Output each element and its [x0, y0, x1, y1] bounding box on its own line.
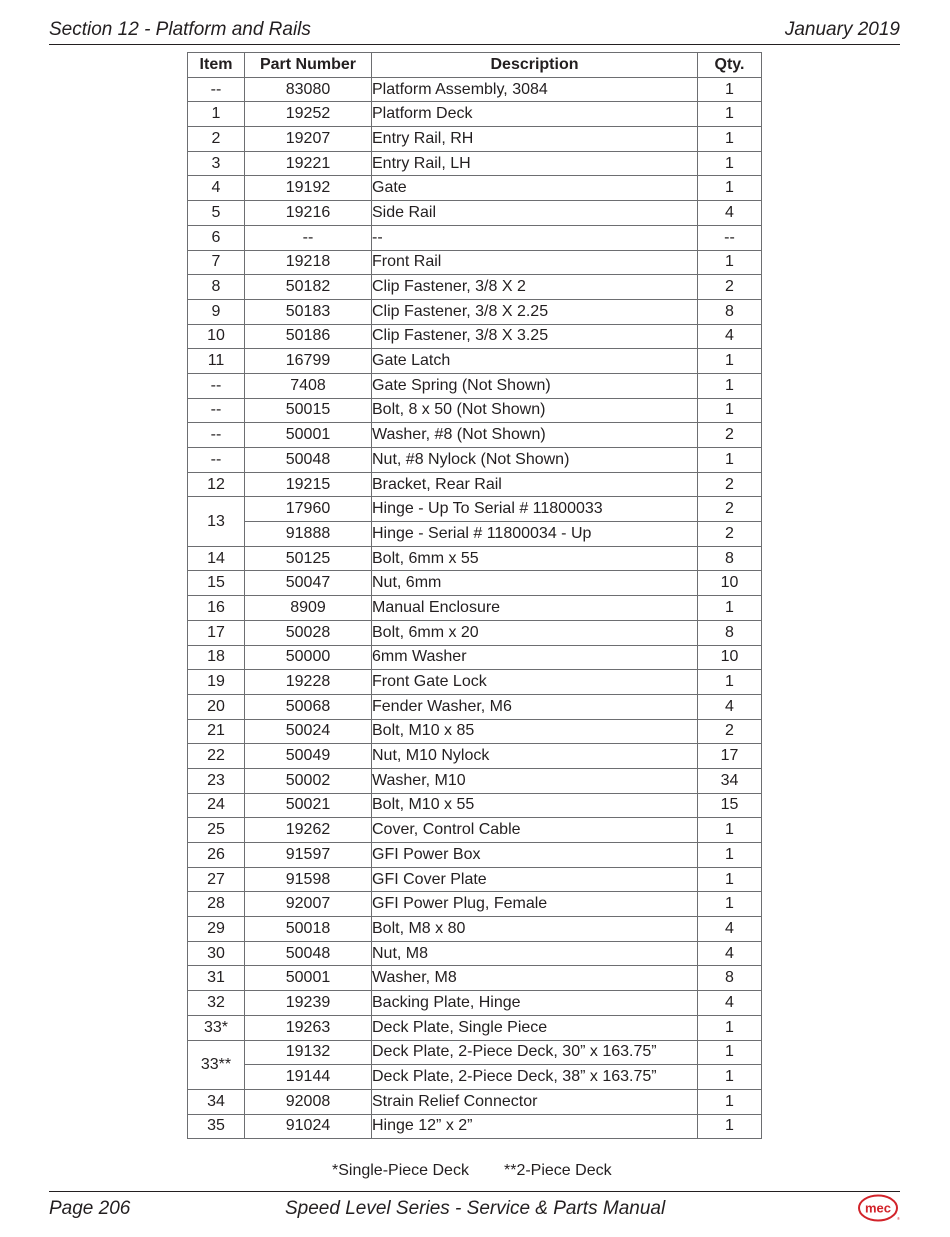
page-header [49, 18, 900, 45]
qty-cell: 15 [698, 793, 762, 818]
item-cell: 19 [188, 670, 245, 695]
description-cell: GFI Cover Plate [372, 867, 698, 892]
qty-cell: 4 [698, 324, 762, 349]
description-cell: Washer, M8 [372, 966, 698, 991]
item-cell: 28 [188, 892, 245, 917]
part-number-cell: 83080 [245, 77, 372, 102]
description-cell: Platform Deck [372, 102, 698, 127]
parts-table [187, 52, 762, 1139]
qty-cell: 1 [698, 373, 762, 398]
table-row [188, 373, 762, 398]
table-row [188, 250, 762, 275]
part-number-cell: 50186 [245, 324, 372, 349]
part-number-cell: 50000 [245, 645, 372, 670]
table-row [188, 719, 762, 744]
qty-cell: 1 [698, 127, 762, 152]
description-cell: Clip Fastener, 3/8 X 2.25 [372, 299, 698, 324]
qty-cell: 1 [698, 1065, 762, 1090]
part-number-cell: 16799 [245, 349, 372, 374]
qty-cell: 1 [698, 1089, 762, 1114]
table-row [188, 1040, 762, 1065]
part-number-cell: 92007 [245, 892, 372, 917]
table-row [188, 349, 762, 374]
qty-cell: -- [698, 225, 762, 250]
table-row [188, 1065, 762, 1090]
column-header-qty: Qty. [698, 53, 762, 78]
item-cell: 35 [188, 1114, 245, 1139]
part-number-cell: 50182 [245, 275, 372, 300]
description-cell: -- [372, 225, 698, 250]
table-row [188, 941, 762, 966]
item-cell: -- [188, 398, 245, 423]
qty-cell: 8 [698, 620, 762, 645]
description-cell: Entry Rail, RH [372, 127, 698, 152]
item-cell: 2 [188, 127, 245, 152]
item-cell: 12 [188, 472, 245, 497]
item-cell: 22 [188, 744, 245, 769]
table-row [188, 423, 762, 448]
table-row [188, 867, 762, 892]
table-row [188, 966, 762, 991]
table-row [188, 398, 762, 423]
qty-cell: 4 [698, 941, 762, 966]
description-cell: Clip Fastener, 3/8 X 2 [372, 275, 698, 300]
part-number-cell: 50028 [245, 620, 372, 645]
part-number-cell: 50048 [245, 941, 372, 966]
part-number-cell: 8909 [245, 596, 372, 621]
table-header-row [188, 53, 762, 78]
description-cell: Clip Fastener, 3/8 X 3.25 [372, 324, 698, 349]
qty-cell: 1 [698, 892, 762, 917]
table-row [188, 102, 762, 127]
description-cell: Bracket, Rear Rail [372, 472, 698, 497]
table-row [188, 151, 762, 176]
description-cell: Deck Plate, 2-Piece Deck, 38” x 163.75” [372, 1065, 698, 1090]
table-row [188, 546, 762, 571]
part-number-cell: 50183 [245, 299, 372, 324]
qty-cell: 1 [698, 1040, 762, 1065]
description-cell: GFI Power Box [372, 843, 698, 868]
table-row [188, 1089, 762, 1114]
item-cell: 4 [188, 176, 245, 201]
part-number-cell: 92008 [245, 1089, 372, 1114]
description-cell: Bolt, M8 x 80 [372, 917, 698, 942]
qty-cell: 4 [698, 201, 762, 226]
item-cell: -- [188, 373, 245, 398]
item-cell: 24 [188, 793, 245, 818]
part-number-cell: 50048 [245, 448, 372, 473]
footnote-single-piece: *Single-Piece Deck [332, 1162, 469, 1179]
qty-cell: 1 [698, 398, 762, 423]
qty-cell: 1 [698, 448, 762, 473]
part-number-cell: 19216 [245, 201, 372, 226]
part-number-cell: 19252 [245, 102, 372, 127]
qty-cell: 1 [698, 176, 762, 201]
item-cell: 16 [188, 596, 245, 621]
table-row [188, 201, 762, 226]
qty-cell: 1 [698, 867, 762, 892]
description-cell: Hinge - Serial # 11800034 - Up [372, 522, 698, 547]
qty-cell: 8 [698, 299, 762, 324]
item-cell: 32 [188, 991, 245, 1016]
item-cell: 25 [188, 818, 245, 843]
part-number-cell: 91597 [245, 843, 372, 868]
description-cell: Side Rail [372, 201, 698, 226]
item-cell: 7 [188, 250, 245, 275]
table-row [188, 324, 762, 349]
item-cell: 3 [188, 151, 245, 176]
column-header-description: Description [372, 53, 698, 78]
page-footer [49, 1191, 900, 1232]
item-cell: 30 [188, 941, 245, 966]
item-cell: 23 [188, 768, 245, 793]
item-cell: 34 [188, 1089, 245, 1114]
description-cell: Deck Plate, 2-Piece Deck, 30” x 163.75” [372, 1040, 698, 1065]
qty-cell: 8 [698, 546, 762, 571]
item-cell: 10 [188, 324, 245, 349]
item-cell: 26 [188, 843, 245, 868]
item-cell: 29 [188, 917, 245, 942]
qty-cell: 17 [698, 744, 762, 769]
qty-cell: 1 [698, 596, 762, 621]
item-cell: -- [188, 423, 245, 448]
description-cell: Front Gate Lock [372, 670, 698, 695]
qty-cell: 4 [698, 917, 762, 942]
description-cell: Backing Plate, Hinge [372, 991, 698, 1016]
table-row [188, 77, 762, 102]
table-row [188, 744, 762, 769]
item-cell: -- [188, 448, 245, 473]
table-row [188, 892, 762, 917]
table-row [188, 448, 762, 473]
part-number-cell: 50047 [245, 571, 372, 596]
description-cell: Bolt, 8 x 50 (Not Shown) [372, 398, 698, 423]
item-cell: 27 [188, 867, 245, 892]
qty-cell: 4 [698, 694, 762, 719]
part-number-cell: 50018 [245, 917, 372, 942]
part-number-cell: 50001 [245, 966, 372, 991]
table-row [188, 620, 762, 645]
qty-cell: 10 [698, 645, 762, 670]
table-row [188, 127, 762, 152]
qty-cell: 2 [698, 275, 762, 300]
description-cell: GFI Power Plug, Female [372, 892, 698, 917]
part-number-cell: 50049 [245, 744, 372, 769]
table-row [188, 1015, 762, 1040]
part-number-cell: 19228 [245, 670, 372, 695]
description-cell: Nut, M10 Nylock [372, 744, 698, 769]
qty-cell: 1 [698, 670, 762, 695]
part-number-cell: 50024 [245, 719, 372, 744]
parts-table-body [188, 77, 762, 1139]
description-cell: Gate Latch [372, 349, 698, 374]
item-cell: 13 [188, 497, 245, 546]
item-cell: 18 [188, 645, 245, 670]
description-cell: Gate Spring (Not Shown) [372, 373, 698, 398]
part-number-cell: 91888 [245, 522, 372, 547]
item-cell: 15 [188, 571, 245, 596]
item-cell: 6 [188, 225, 245, 250]
description-cell: Fender Washer, M6 [372, 694, 698, 719]
table-row [188, 225, 762, 250]
item-cell: 11 [188, 349, 245, 374]
qty-cell: 1 [698, 843, 762, 868]
table-row [188, 522, 762, 547]
item-cell: 8 [188, 275, 245, 300]
table-row [188, 670, 762, 695]
qty-cell: 1 [698, 349, 762, 374]
item-cell: -- [188, 77, 245, 102]
table-row [188, 793, 762, 818]
part-number-cell: 50015 [245, 398, 372, 423]
description-cell: 6mm Washer [372, 645, 698, 670]
description-cell: Gate [372, 176, 698, 201]
description-cell: Nut, M8 [372, 941, 698, 966]
svg-text:®: ® [897, 1216, 900, 1221]
table-row [188, 571, 762, 596]
item-cell: 5 [188, 201, 245, 226]
description-cell: Platform Assembly, 3084 [372, 77, 698, 102]
description-cell: Hinge 12” x 2” [372, 1114, 698, 1139]
description-cell: Strain Relief Connector [372, 1089, 698, 1114]
page-number: Page 206 [49, 1198, 131, 1219]
description-cell: Nut, 6mm [372, 571, 698, 596]
part-number-cell: 19218 [245, 250, 372, 275]
description-cell: Bolt, 6mm x 55 [372, 546, 698, 571]
item-cell: 17 [188, 620, 245, 645]
qty-cell: 1 [698, 77, 762, 102]
part-number-cell: 19192 [245, 176, 372, 201]
part-number-cell: 91598 [245, 867, 372, 892]
part-number-cell: 19221 [245, 151, 372, 176]
section-title: Section 12 - Platform and Rails [49, 19, 311, 40]
description-cell: Manual Enclosure [372, 596, 698, 621]
item-cell: 33** [188, 1040, 245, 1089]
table-row [188, 768, 762, 793]
qty-cell: 4 [698, 991, 762, 1016]
description-cell: Bolt, 6mm x 20 [372, 620, 698, 645]
column-header-part-number: Part Number [245, 53, 372, 78]
part-number-cell: 50002 [245, 768, 372, 793]
svg-text:mec: mec [864, 1200, 892, 1216]
table-row [188, 596, 762, 621]
qty-cell: 2 [698, 522, 762, 547]
table-row [188, 497, 762, 522]
part-number-cell: 19207 [245, 127, 372, 152]
qty-cell: 8 [698, 966, 762, 991]
table-row [188, 176, 762, 201]
part-number-cell: 19263 [245, 1015, 372, 1040]
table-row [188, 299, 762, 324]
part-number-cell: 50068 [245, 694, 372, 719]
part-number-cell: 7408 [245, 373, 372, 398]
part-number-cell: 17960 [245, 497, 372, 522]
table-row [188, 991, 762, 1016]
part-number-cell: 19144 [245, 1065, 372, 1090]
description-cell: Hinge - Up To Serial # 11800033 [372, 497, 698, 522]
qty-cell: 1 [698, 1114, 762, 1139]
qty-cell: 1 [698, 151, 762, 176]
item-cell: 9 [188, 299, 245, 324]
description-cell: Deck Plate, Single Piece [372, 1015, 698, 1040]
description-cell: Washer, M10 [372, 768, 698, 793]
item-cell: 31 [188, 966, 245, 991]
item-cell: 33* [188, 1015, 245, 1040]
qty-cell: 1 [698, 250, 762, 275]
column-header-item: Item [188, 53, 245, 78]
qty-cell: 1 [698, 818, 762, 843]
table-row [188, 275, 762, 300]
table-row [188, 472, 762, 497]
part-number-cell: 19239 [245, 991, 372, 1016]
qty-cell: 34 [698, 768, 762, 793]
part-number-cell: 19262 [245, 818, 372, 843]
table-row [188, 1114, 762, 1139]
manual-title: Speed Level Series - Service & Parts Manual [285, 1198, 666, 1219]
qty-cell: 2 [698, 472, 762, 497]
part-number-cell: 50001 [245, 423, 372, 448]
description-cell: Nut, #8 Nylock (Not Shown) [372, 448, 698, 473]
item-cell: 20 [188, 694, 245, 719]
description-cell: Cover, Control Cable [372, 818, 698, 843]
mec-logo-icon [858, 1194, 900, 1222]
item-cell: 21 [188, 719, 245, 744]
part-number-cell: 19215 [245, 472, 372, 497]
table-row [188, 645, 762, 670]
part-number-cell: -- [245, 225, 372, 250]
part-number-cell: 50021 [245, 793, 372, 818]
qty-cell: 2 [698, 423, 762, 448]
part-number-cell: 91024 [245, 1114, 372, 1139]
qty-cell: 2 [698, 497, 762, 522]
description-cell: Entry Rail, LH [372, 151, 698, 176]
qty-cell: 1 [698, 1015, 762, 1040]
part-number-cell: 19132 [245, 1040, 372, 1065]
footnote-two-piece: **2-Piece Deck [504, 1162, 612, 1179]
description-cell: Front Rail [372, 250, 698, 275]
item-cell: 1 [188, 102, 245, 127]
description-cell: Bolt, M10 x 55 [372, 793, 698, 818]
header-date: January 2019 [784, 19, 900, 40]
table-row [188, 694, 762, 719]
qty-cell: 10 [698, 571, 762, 596]
qty-cell: 1 [698, 102, 762, 127]
description-cell: Bolt, M10 x 85 [372, 719, 698, 744]
qty-cell: 2 [698, 719, 762, 744]
table-row [188, 843, 762, 868]
description-cell: Washer, #8 (Not Shown) [372, 423, 698, 448]
table-row [188, 818, 762, 843]
item-cell: 14 [188, 546, 245, 571]
part-number-cell: 50125 [245, 546, 372, 571]
table-row [188, 917, 762, 942]
